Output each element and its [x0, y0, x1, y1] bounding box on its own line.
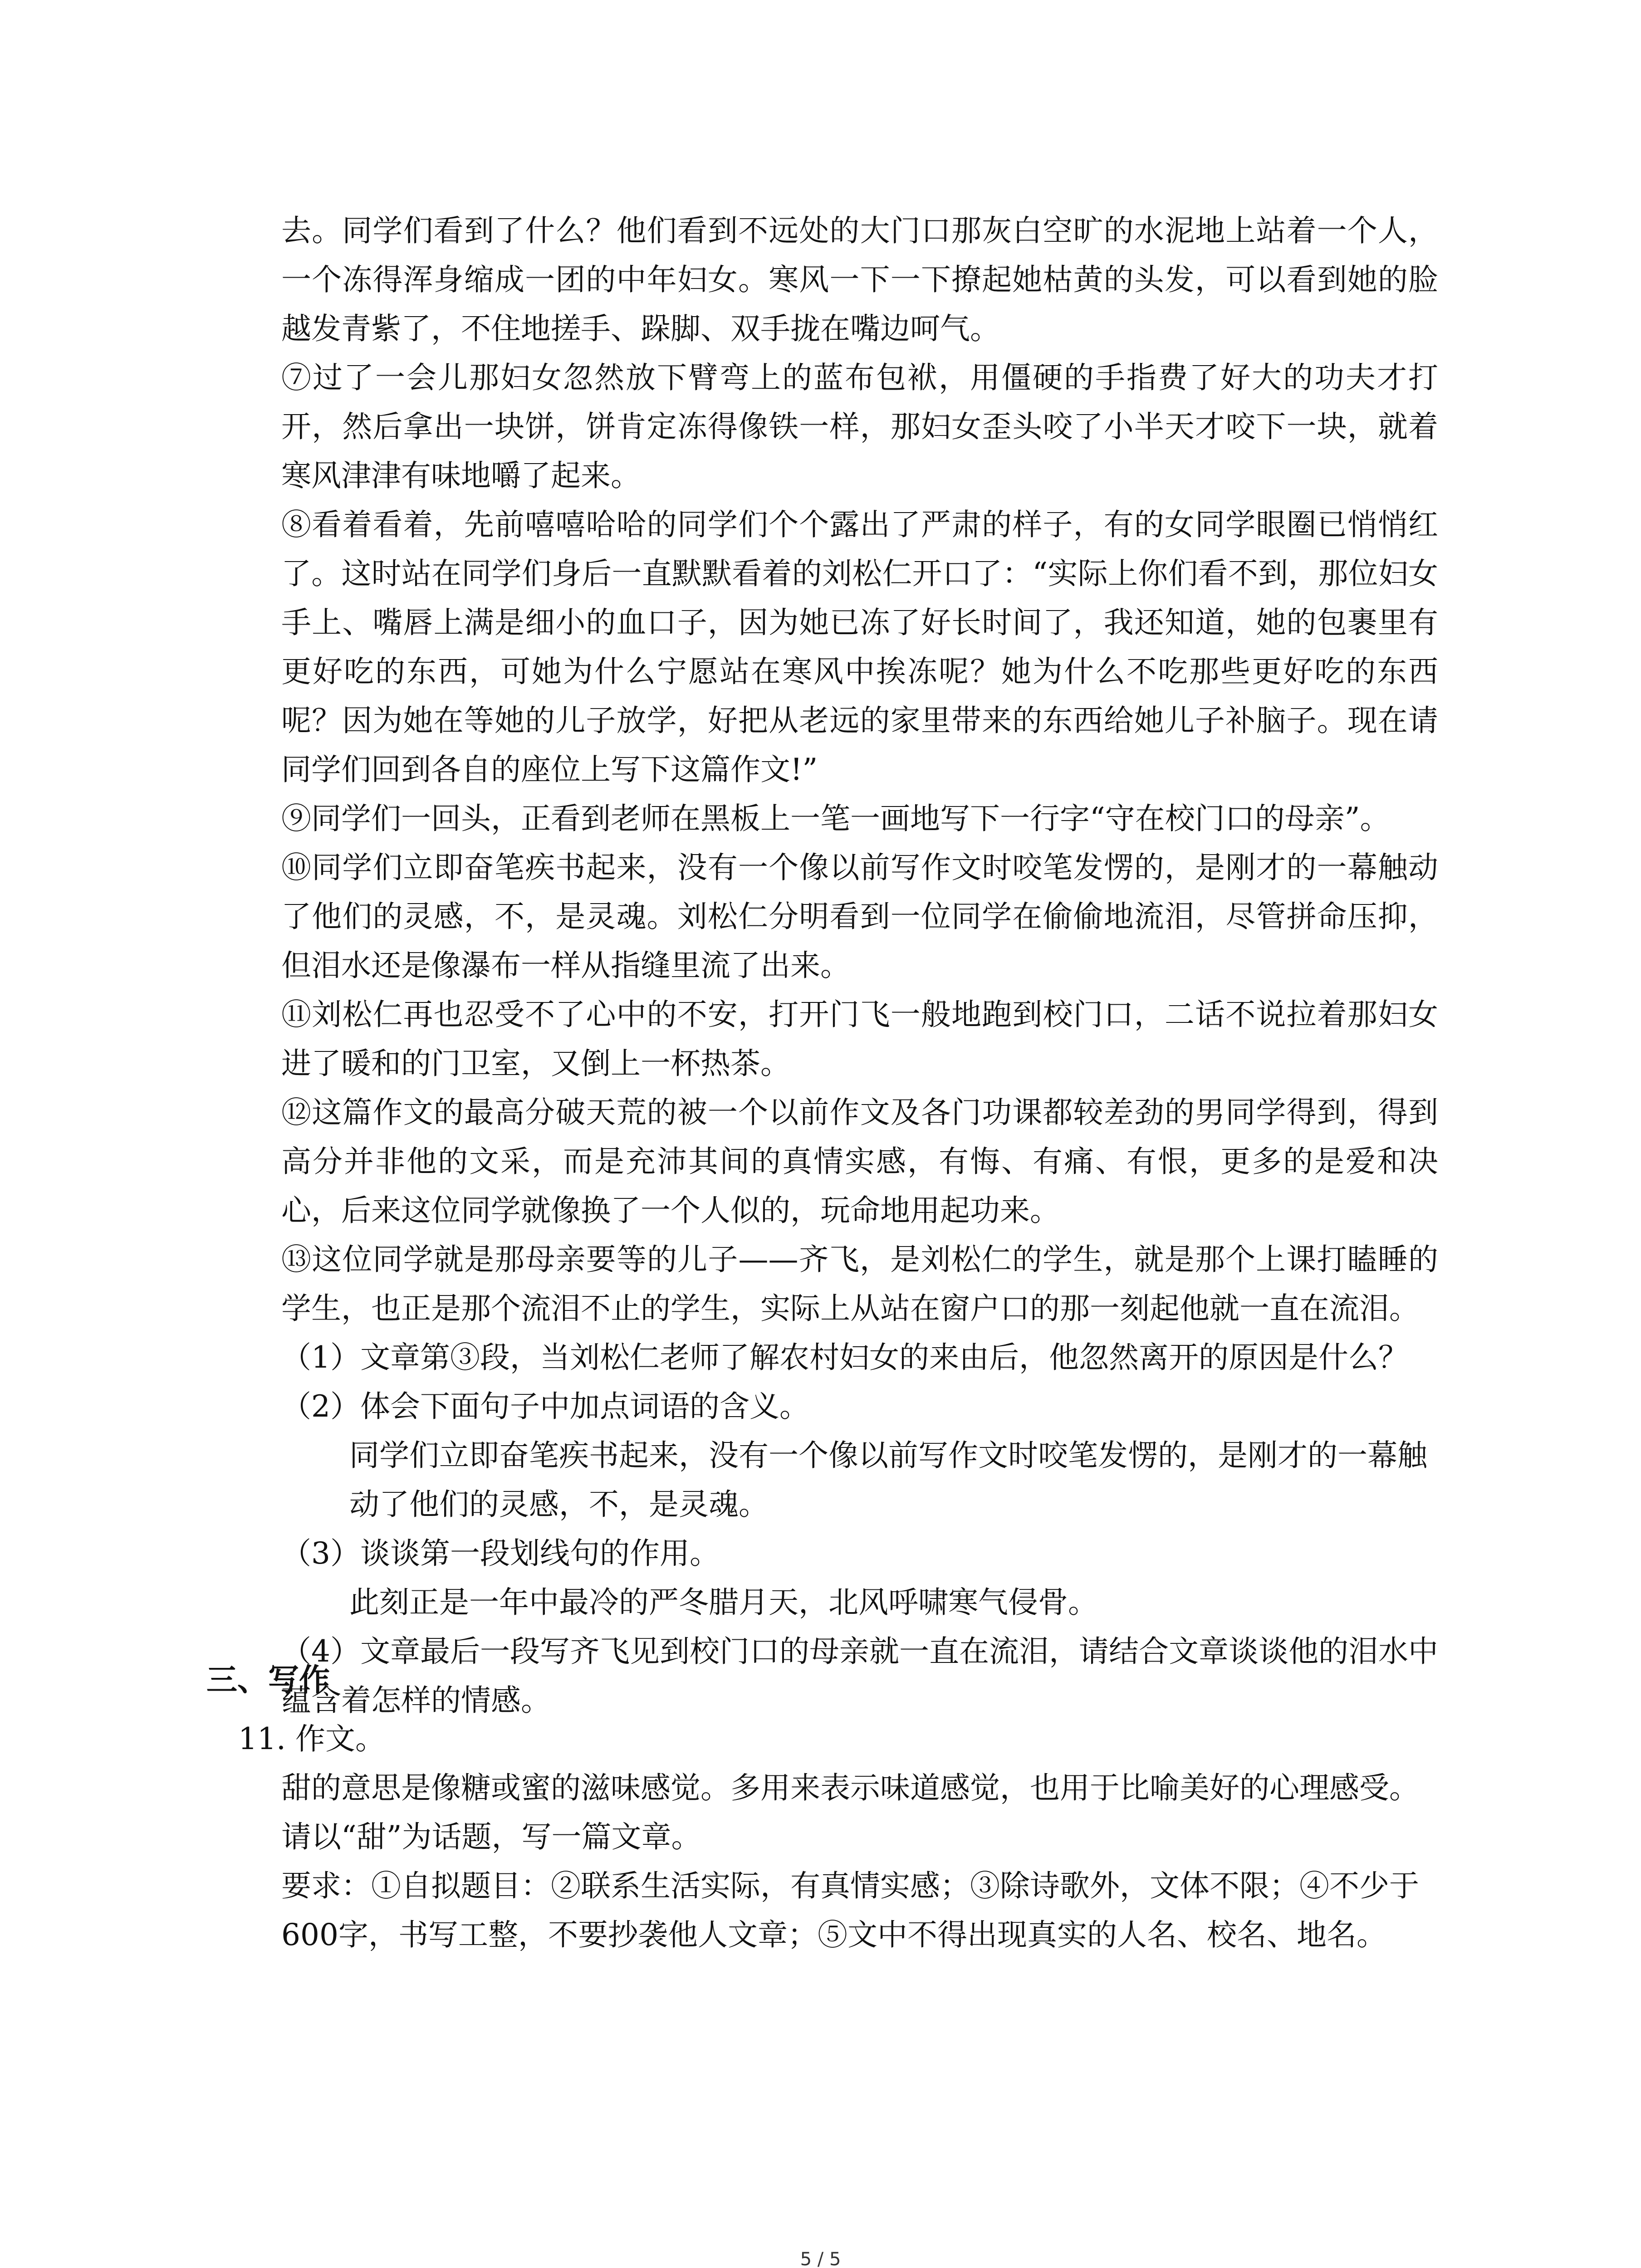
paragraph-7: ⑦过了一会儿那妇女忽然放下臂弯上的蓝布包袱，用僵硬的手指费了好大的功夫才打开，然后拿出一块饼，饼肯定冻得像铁一样，那妇女歪头咬了小半天才咬下一块，就着寒风津津有味地嚼了起来。	[281, 360, 1438, 493]
section-title-writing: 三、写作	[206, 1662, 330, 1698]
question-3: （3）谈谈第一段划线句的作用。	[281, 1536, 720, 1571]
writing-intro: 甜的意思是像糖或蜜的滋味感觉。多用来表示味道感觉，也用于比喻美好的心理感受。	[281, 1770, 1419, 1805]
question-3-quoted-sentence: 此刻正是一年中最冷的严冬腊月天，北风呼啸寒气侵骨。	[349, 1585, 1098, 1620]
writing-item-number: 11. 作文。	[238, 1721, 385, 1756]
question-1: （1）文章第③段，当刘松仁老师了解农村妇女的来由后，他忽然离开的原因是什么？	[281, 1340, 1408, 1375]
writing-requirements: 要求：①自拟题目：②联系生活实际，有真情实感；③除诗歌外，文体不限；④不少于600字，书写工整，不要抄袭他人文章；⑤文中不得出现真实的人名、校名、地名。	[281, 1868, 1419, 1952]
writing-task	[238, 1715, 1440, 1960]
paragraph-8: ⑧看着看着，先前嘻嘻哈哈的同学们个个露出了严肃的样子，有的女同学眼圈已悄悄红了。这时站在同学们身后一直默默看着的刘松仁开口了：“实际上你们看不到，那位妇女手上、嘴唇上满是细小的血口子，因为她已冻了好长时间了，我还知道，她的包裹里有更好吃的东西，可她为什么宁愿站在寒风中挨冻呢？她为什么不吃那些更好吃的东西呢？因为她在等她的儿子放学，好把从老远的家里带来的东西给她儿子补脑子。现在请同学们回到各自的座位上写下这篇作文!”	[281, 507, 1438, 787]
paragraph-9: ⑨同学们一回头，正看到老师在黑板上一笔一画地写下一行字“守在校门口的母亲”。	[281, 801, 1390, 836]
question-list	[281, 1333, 1438, 1725]
paragraph-13: ⑬这位同学就是那母亲要等的儿子——齐飞，是刘松仁的学生，就是那个上课打瞌睡的学生，也正是那个流泪不止的学生，实际上从站在窗户口的那一刻起他就一直在流泪。	[281, 1242, 1438, 1326]
paragraph-10: ⑩同学们立即奋笔疾书起来，没有一个像以前写作文时咬笔发愣的，是刚才的一幕触动了他们的灵感，不，是灵魂。刘松仁分明看到一位同学在偷偷地流泪，尽管拼命压抑，但泪水还是像瀑布一样从指缝里流了出来。	[281, 850, 1438, 983]
question-2-sentence	[281, 1431, 1438, 1529]
paragraph-6-end: 去。同学们看到了什么？他们看到不远处的大门口那灰白空旷的水泥地上站着一个人，一个冻得浑身缩成一团的中年妇女。寒风一下一下撩起她枯黄的头发，可以看到她的脸越发青紫了，不住地搓手、跺脚、双手拢在嘴边呵气。	[281, 213, 1438, 346]
writing-prompt: 请以“甜”为话题，写一篇文章。	[281, 1819, 701, 1854]
question-2: （2）体会下面句子中加点词语的含义。	[281, 1389, 809, 1424]
question-3-sentence	[281, 1578, 1438, 1627]
reading-passage	[281, 206, 1438, 1725]
paragraph-12: ⑫这篇作文的最高分破天荒的被一个以前作文及各门功课都较差劲的男同学得到，得到高分并非他的文采，而是充沛其间的真情实感，有悔、有痛、有恨，更多的是爱和决心，后来这位同学就像换了一个人似的，玩命地用起功来。	[281, 1095, 1438, 1228]
question-4: （4）文章最后一段写齐飞见到校门口的母亲就一直在流泪，请结合文章谈谈他的泪水中蕴含着怎样的情感。	[281, 1634, 1438, 1718]
page-number: 5 / 5	[800, 2249, 841, 2268]
question-2-quoted-sentence: 同学们立即奋笔疾书起来，没有一个像以前写作文时咬笔发愣的，是刚才的一幕触动了他们的灵感，不，是灵魂。	[349, 1438, 1427, 1522]
paragraph-11: ⑪刘松仁再也忍受不了心中的不安，打开门飞一般地跑到校门口，二话不说拉着那妇女进了暖和的门卫室，又倒上一杯热茶。	[281, 997, 1438, 1081]
